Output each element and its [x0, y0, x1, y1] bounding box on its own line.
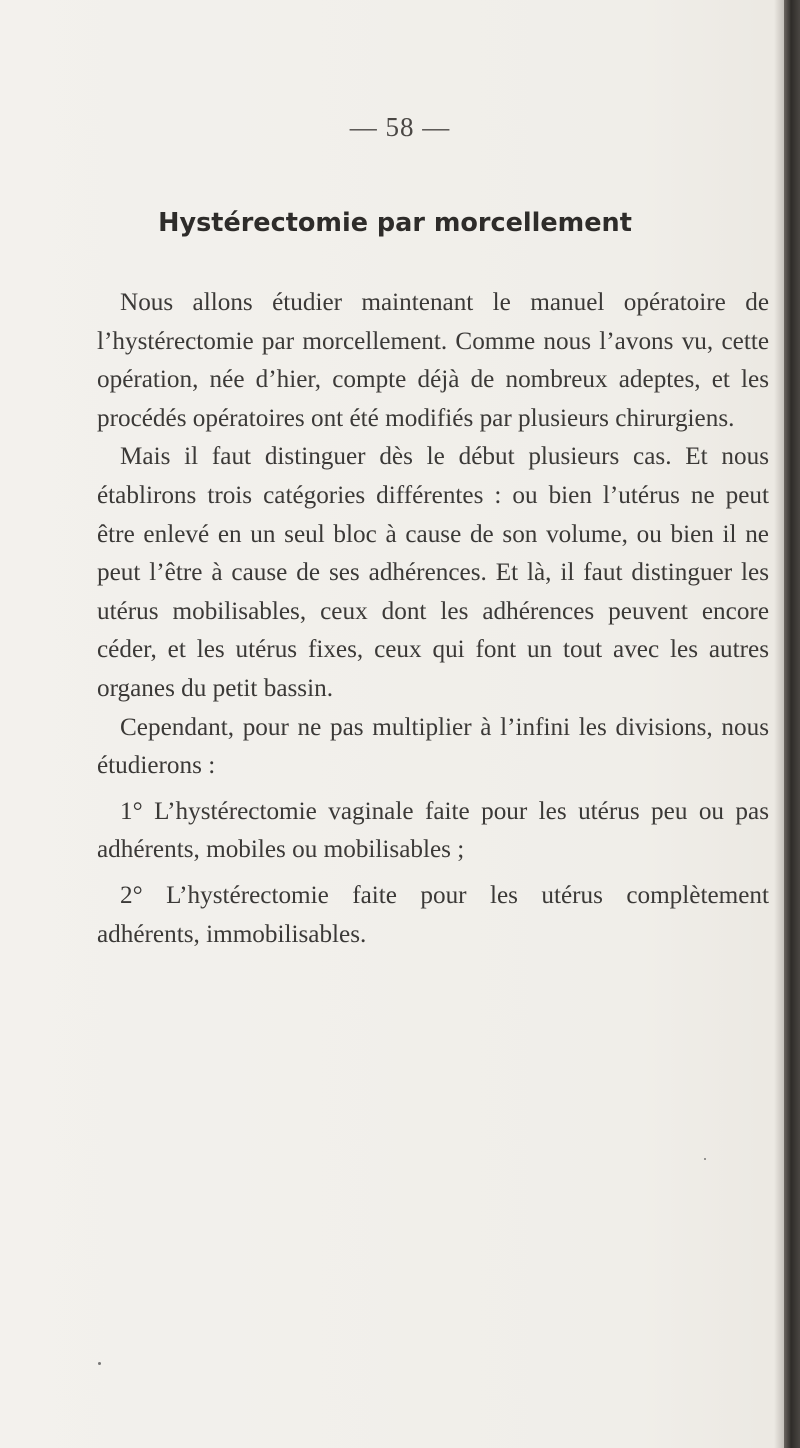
paper-speck [704, 1158, 706, 1160]
paragraph-4: 1° L’hystérectomie vaginale faite pour les utérus peu ou pas adhérents, mobiles ou mobilisables ; [97, 797, 769, 864]
section-heading: Hystérectomie par morcellement [158, 208, 632, 238]
paragraph-5: 2° L’hystérectomie faite pour les utérus complètement adhérents, immobilisables. [97, 881, 769, 948]
paragraph-1: Nous allons étudier maintenant le manuel opératoire de l’hystérectomie par morcellement. Comme nous l’avons vu, cette opération, née d’hier, compte déjà de nombreux adeptes, et les procédés opératoires ont été modifiés par plusieurs chirurgiens. [97, 289, 769, 432]
page-number: — 58 — [349, 112, 451, 142]
paragraph-3: Cependant, pour ne pas multiplier à l’infini les divisions, nous étudierons : [97, 713, 769, 780]
body-text [97, 284, 769, 954]
binding-edge [784, 0, 800, 1448]
binding-shadow [774, 0, 784, 1448]
paragraph-2: Mais il faut distinguer dès le début plusieurs cas. Et nous établirons trois catégories différentes : ou bien l’utérus ne peut être enlevé en un seul bloc à cause de son volume, ou bien il ne peut l’être à cause de ses adhérences. Et là, il faut distinguer les utérus mobilisables, ceux dont les adhérences peuvent encore céder, et les utérus fixes, ceux qui font un tout avec les autres organes du petit bassin. [97, 443, 769, 702]
paper-speck [98, 1362, 101, 1365]
